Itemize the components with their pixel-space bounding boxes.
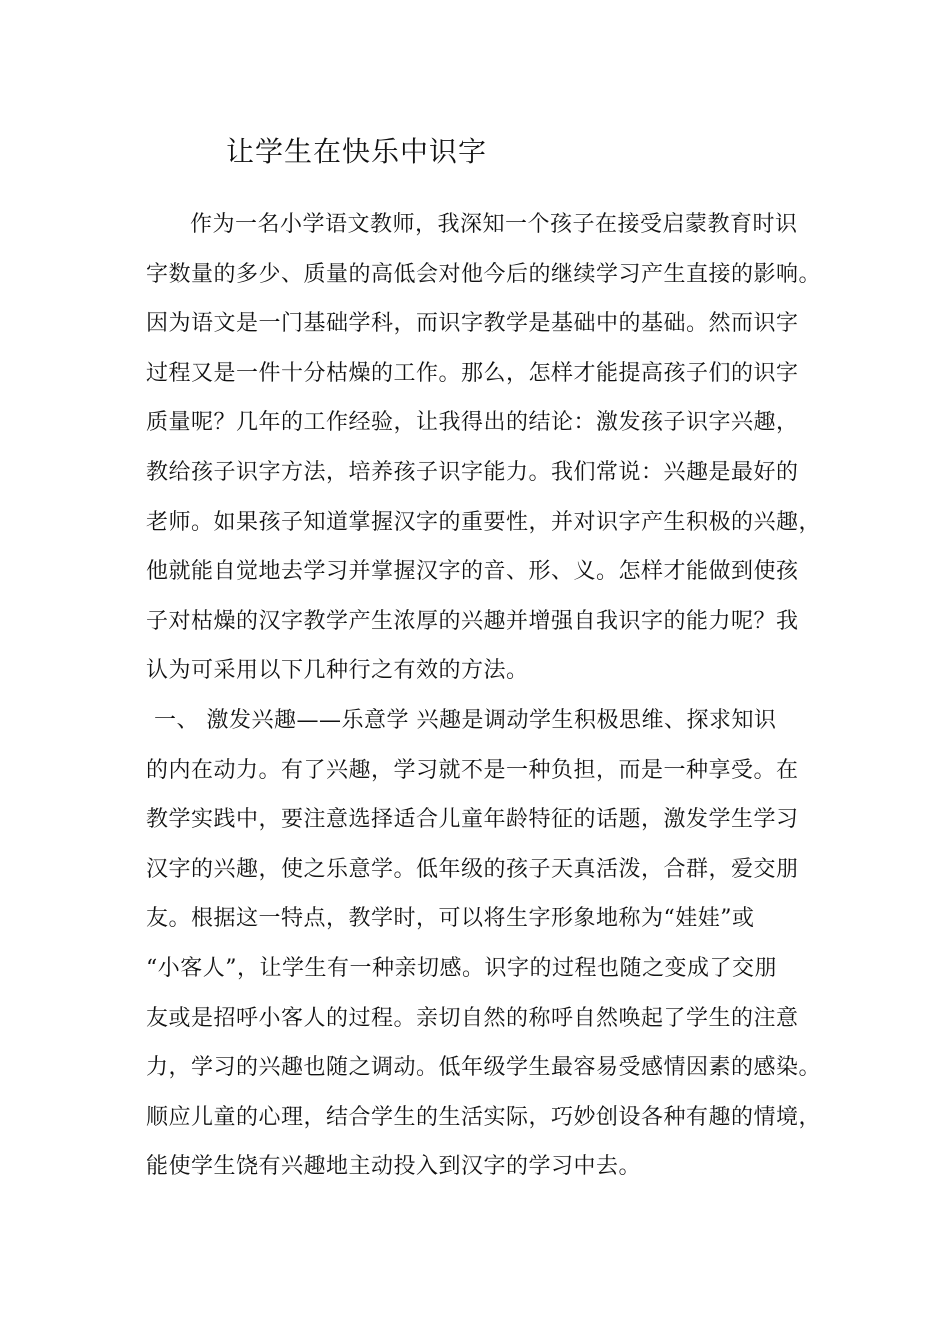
text-line: 子对枯燥的汉字教学产生浓厚的兴趣并增强自我识字的能力呢？我 xyxy=(146,608,799,634)
text-line: 他就能自觉地去学习并掌握汉字的音、形、义。怎样才能做到使孩 xyxy=(146,559,799,585)
text-line: 汉字的兴趣，使之乐意学。低年级的孩子天真活泼，合群，爱交朋 xyxy=(146,856,799,882)
text-line: 认为可采用以下几种行之有效的方法。 xyxy=(146,658,529,684)
text-line: 的内在动力。有了兴趣，学习就不是一种负担，而是一种享受。在 xyxy=(146,757,799,783)
text-line: 友或是招呼小客人的过程。亲切自然的称呼自然唤起了学生的注意 xyxy=(146,1005,799,1031)
text-line: 字数量的多少、质量的高低会对他今后的继续学习产生直接的影响。 xyxy=(146,261,822,287)
text-line: 教学实践中，要注意选择适合儿童年龄特征的话题，激发学生学习 xyxy=(146,807,799,833)
text-line: 因为语文是一门基础学科，而识字教学是基础中的基础。然而识字 xyxy=(146,311,799,337)
document-body xyxy=(146,200,826,1192)
text-line: 作为一名小学语文教师，我深知一个孩子在接受启蒙教育时识 xyxy=(190,212,798,237)
text-line: 质量呢？几年的工作经验，让我得出的结论：激发孩子识字兴趣， xyxy=(146,410,799,436)
document-title: 让学生在快乐中识字 xyxy=(226,135,488,168)
text-line: 过程又是一件十分枯燥的工作。那么，怎样才能提高孩子们的识字 xyxy=(146,360,799,386)
text-line: “小客人”，让学生有一种亲切感。识字的过程也随之变成了交朋 xyxy=(146,955,777,981)
section-heading-line: 一、 激发兴趣——乐意学 兴趣是调动学生积极思维、探求知识 xyxy=(154,707,777,733)
text-line: 能使学生饶有兴趣地主动投入到汉字的学习中去。 xyxy=(146,1154,642,1180)
text-line: 力，学习的兴趣也随之调动。低年级学生最容易受感情因素的感染。 xyxy=(146,1055,822,1081)
text-line: 顺应儿童的心理，结合学生的生活实际，巧妙创设各种有趣的情境， xyxy=(146,1104,822,1130)
text-line: 教给孩子识字方法，培养孩子识字能力。我们常说：兴趣是最好的 xyxy=(146,459,799,485)
text-line: 友。根据这一特点，教学时，可以将生字形象地称为“娃娃”或 xyxy=(146,906,755,932)
text-line: 老师。如果孩子知道掌握汉字的重要性，并对识字产生积极的兴趣， xyxy=(146,509,822,535)
